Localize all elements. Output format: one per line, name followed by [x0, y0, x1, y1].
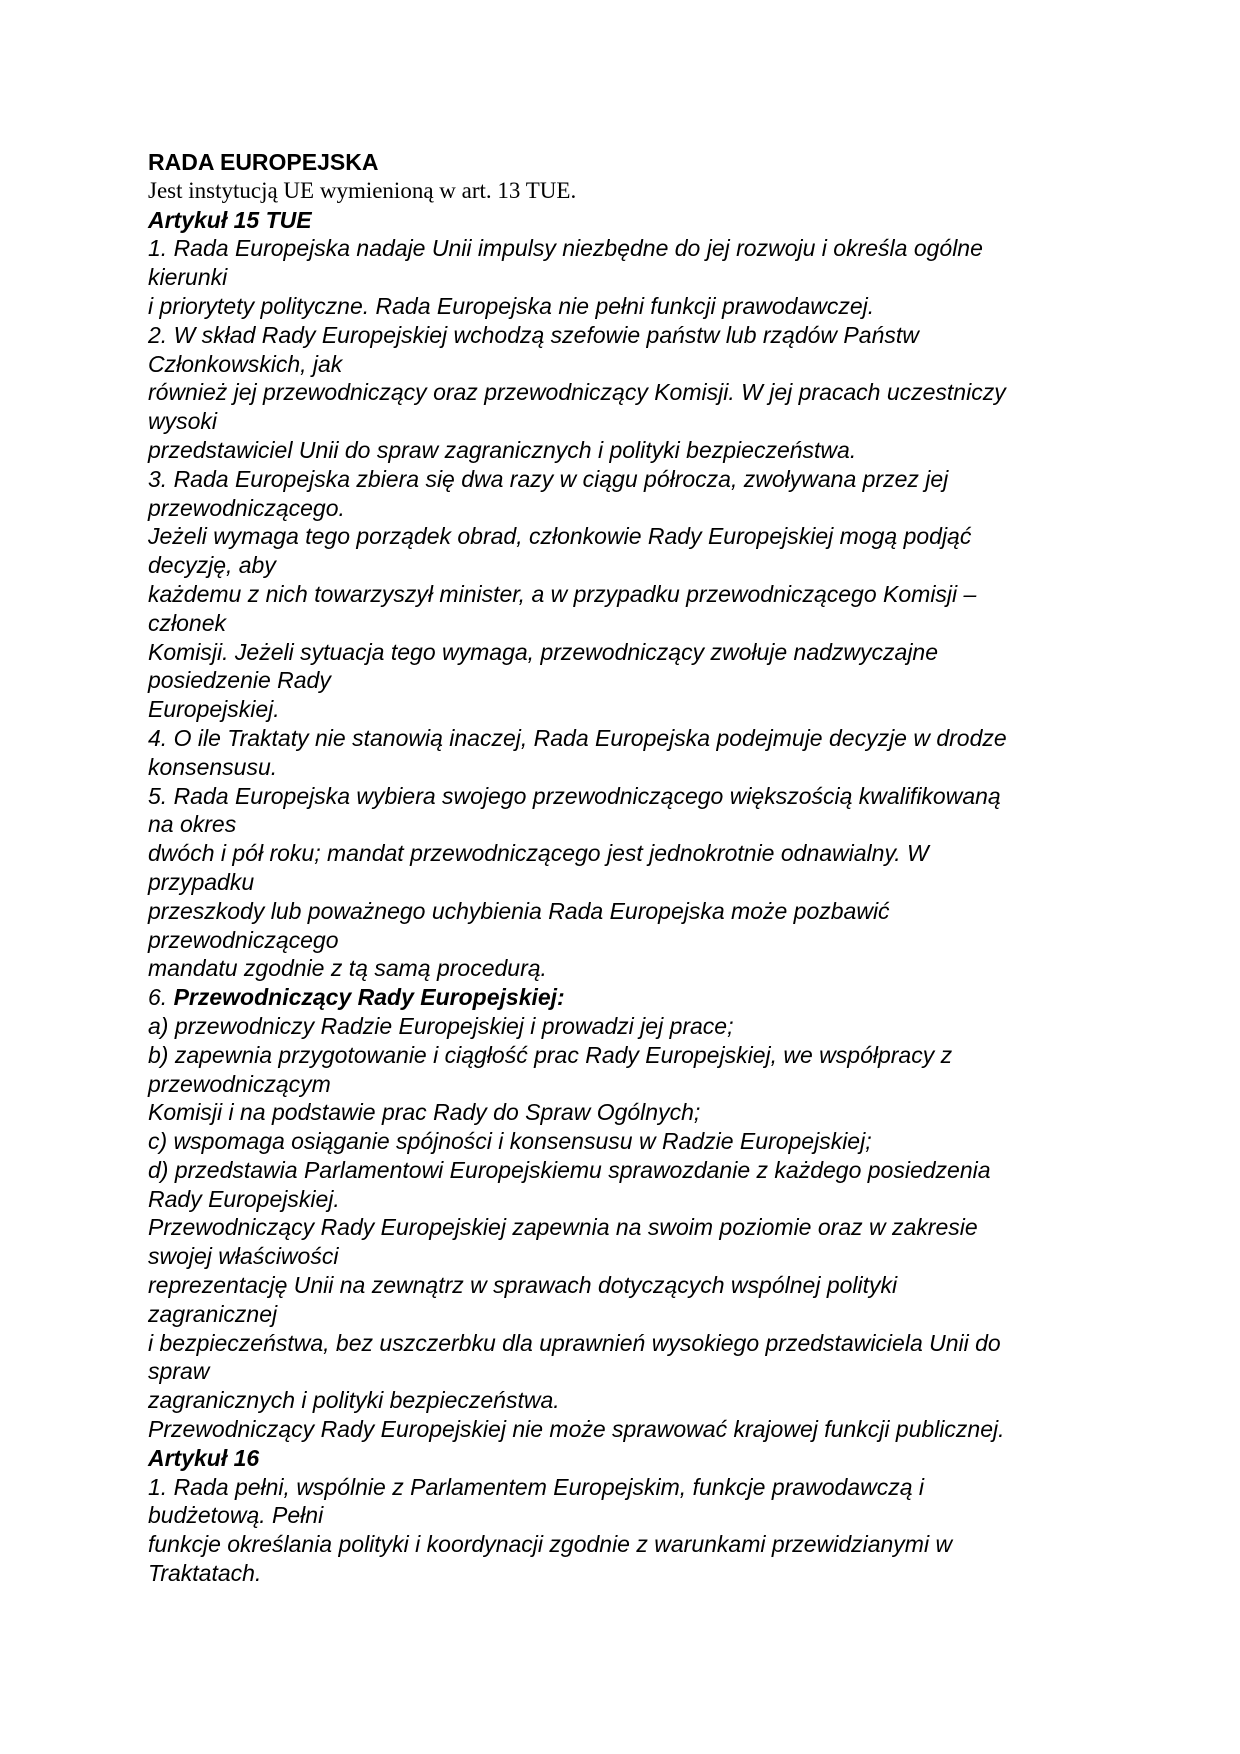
text-line: zagranicznych i polityki bezpieczeństwa. — [148, 1387, 560, 1414]
text-line: swojej właściwości — [148, 1243, 339, 1270]
point-6-number: 6. — [148, 984, 174, 1011]
text-line: Komisji i na podstawie prac Rady do Spraw Ogólnych; — [148, 1099, 701, 1126]
text-line: i priorytety polityczne. Rada Europejska nie pełni funkcji prawodawczej. — [148, 292, 875, 319]
text-line: konsensusu. — [148, 753, 278, 780]
text-line: reprezentację Unii na zewnątrz w sprawach dotyczących wspólnej polityki — [148, 1272, 898, 1299]
article-15-text — [148, 234, 1108, 983]
point-6-line — [148, 983, 1108, 1012]
text-line: dwóch i pół roku; mandat przewodniczącego jest jednokrotnie odnawialny. W — [148, 840, 929, 867]
text-line: decyzję, aby — [148, 552, 276, 579]
text-line: przewodniczącego. — [148, 494, 345, 521]
text-line: posiedzenie Rady — [148, 667, 331, 694]
article-16-heading: Artykuł 16 — [148, 1444, 260, 1471]
text-line: 1. Rada Europejska nadaje Unii impulsy niezbędne do jej rozwoju i określa ogólne — [148, 235, 983, 262]
text-line: przewodniczącego — [148, 926, 339, 953]
text-line: członek — [148, 609, 226, 636]
text-line: 4. O ile Traktaty nie stanowią inaczej, Rada Europejska podejmuje decyzje w drodze — [148, 724, 1007, 751]
article-15-heading: Artykuł 15 TUE — [148, 206, 312, 233]
point-6-heading: Przewodniczący Rady Europejskiej: — [173, 984, 565, 1011]
text-line: 3. Rada Europejska zbiera się dwa razy w ciągu półrocza, zwoływana przez jej — [148, 465, 949, 492]
text-line: funkcje określania polityki i koordynacji zgodnie z warunkami przewidzianymi w — [148, 1531, 953, 1558]
text-line: Rady Europejskiej. — [148, 1185, 340, 1212]
text-line: b) zapewnia przygotowanie i ciągłość prac Rady Europejskiej, we współpracy z — [148, 1041, 953, 1068]
text-line: mandatu zgodnie z tą samą procedurą. — [148, 955, 547, 982]
text-line: d) przedstawia Parlamentowi Europejskiemu sprawozdanie z każdego posiedzenia — [148, 1156, 991, 1183]
text-line: Przewodniczący Rady Europejskiej zapewnia na swoim poziomie oraz w zakresie — [148, 1214, 978, 1241]
text-line: Europejskiej. — [148, 696, 280, 723]
text-line: zagranicznej — [148, 1300, 278, 1327]
document-body — [148, 148, 1108, 1588]
text-line: przedstawiciel Unii do spraw zagranicznych i polityki bezpieczeństwa. — [148, 436, 857, 463]
text-line: spraw — [148, 1358, 210, 1385]
text-line: budżetową. Pełni — [148, 1502, 324, 1529]
article-16-text — [148, 1473, 1108, 1588]
intro-text: Jest instytucją UE wymienioną w art. 13 TUE. — [148, 177, 577, 203]
text-line: Członkowskich, jak — [148, 350, 343, 377]
point-6-text — [148, 1012, 1108, 1444]
document-title: RADA EUROPEJSKA — [148, 149, 379, 175]
text-line: 2. W skład Rady Europejskiej wchodzą szefowie państw lub rządów Państw — [148, 321, 919, 348]
text-line: a) przewodniczy Radzie Europejskiej i prowadzi jej prace; — [148, 1012, 734, 1039]
text-line: i bezpieczeństwa, bez uszczerbku dla uprawnień wysokiego przedstawiciela Unii do — [148, 1329, 1001, 1356]
text-line: przypadku — [148, 868, 255, 895]
text-line: Jeżeli wymaga tego porządek obrad, członkowie Rady Europejskiej mogą podjąć — [148, 523, 972, 550]
text-line: na okres — [148, 811, 237, 838]
text-line: kierunki — [148, 264, 228, 291]
text-line: przeszkody lub poważnego uchybienia Rada Europejska może pozbawić — [148, 897, 890, 924]
text-line: wysoki — [148, 408, 218, 435]
text-line: Komisji. Jeżeli sytuacja tego wymaga, przewodniczący zwołuje nadzwyczajne — [148, 638, 939, 665]
text-line: każdemu z nich towarzyszył minister, a w przypadku przewodniczącego Komisji – — [148, 580, 977, 607]
text-line: 1. Rada pełni, wspólnie z Parlamentem Europejskim, funkcje prawodawczą i — [148, 1473, 924, 1500]
text-line: również jej przewodniczący oraz przewodniczący Komisji. W jej pracach uczestniczy — [148, 379, 1006, 406]
text-line: przewodniczącym — [148, 1070, 331, 1097]
text-line: 5. Rada Europejska wybiera swojego przewodniczącego większością kwalifikowaną — [148, 782, 1001, 809]
text-line: Traktatach. — [148, 1560, 262, 1587]
text-line: Przewodniczący Rady Europejskiej nie może sprawować krajowej funkcji publicznej. — [148, 1416, 1005, 1443]
text-line: c) wspomaga osiąganie spójności i konsensusu w Radzie Europejskiej; — [148, 1128, 872, 1155]
